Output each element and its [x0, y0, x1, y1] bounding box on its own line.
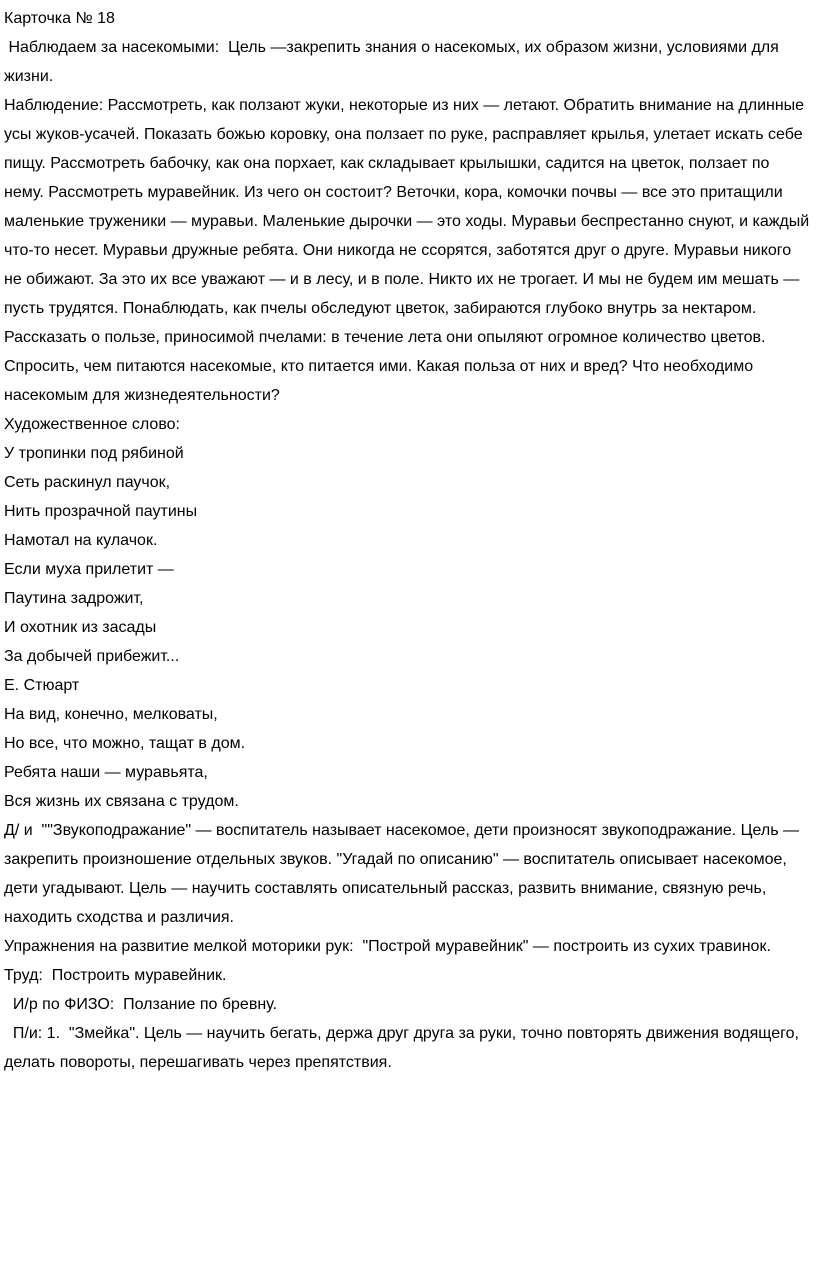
poem2-line: На вид, конечно, мелковаты, [4, 706, 218, 723]
poem1-line: Сеть раскинул паучок, [4, 474, 171, 491]
poem2-line: Но все, что можно, тащат в дом. [4, 735, 246, 752]
poem1-line: Намотал на кулачок. [4, 532, 158, 549]
poem1-line: И охотник из засады [4, 619, 157, 636]
outdoor-game-paragraph: П/и: 1. "Змейка". Цель — научить бегать, держа друг друга за руки, точно повторять движения водящего, делать повороты, перешагивать через препятствия. [4, 1025, 804, 1071]
card-title: Карточка № 18 [4, 10, 115, 27]
fine-motor-paragraph: Упражнения на развитие мелкой моторики рук: "Построй муравейник" — построить из сухих травинок. [4, 938, 771, 955]
poem1-author: Е. Стюарт [4, 677, 80, 694]
poem1-line: У тропинки под рябиной [4, 445, 184, 462]
poem2-line: Вся жизнь их связана с трудом. [4, 793, 239, 810]
poem1-line: Паутина задрожит, [4, 590, 144, 607]
didactic-games-paragraph: Д/ и ""Звукоподражание" — воспитатель называет насекомое, дети произносят звукоподражание. Цель — закрепить произношение отдельных звуков. "Угадай по описанию" — воспитатель описывает насекомое, дети угадывают. Цель — научить составлять описательный рассказ, развить внимание, связную речь, находить сходства и различия. [4, 822, 804, 926]
document-body [4, 4, 812, 1077]
art-word-heading: Художественное слово: [4, 416, 180, 433]
observation-paragraph: Наблюдение: Рассмотреть, как ползают жуки, некоторые из них — летают. Обратить внимание на длинные усы жуков-усачей. Показать божью коровку, она ползает по руке, расправляет крылья, улетает искать себе пищу. Рассмотреть бабочку, как она порхает, как складывает крылышки, садится на цветок, ползает по нему. Рассмотреть муравейник. Из чего он состоит? Веточки, кора, комочки почвы — все это притащили маленькие труженики — муравьи. Маленькие дырочки — это ходы. Муравьи беспрестанно снуют, и каждый что-то несет. Муравьи дружные ребята. Они никогда не ссорятся, заботятся друг о друге. Муравьи никого не обижают. За это их все уважают — и в лесу, и в поле. Никто их не трогает. И мы не будем им мешать — пусть трудятся. Понаблюдать, как пчелы обследуют цветок, забираются глубоко внутрь за нектаром. Рассказать о пользе, приносимой пчелами: в течение лета они опыляют огромное количество цветов. Спросить, чем питаются насекомые, кто питается ими. Какая польза от них и вред? Что необходимо насекомым для жизнедеятельности? [4, 97, 814, 404]
goal-paragraph: Наблюдаем за насекомыми: Цель —закрепить знания о насекомых, их образом жизни, условиями для жизни. [4, 39, 784, 85]
labor-paragraph: Труд: Построить муравейник. [4, 967, 227, 984]
poem1-line: За добычей прибежит... [4, 648, 180, 665]
poem2-line: Ребята наши — муравьята, [4, 764, 208, 781]
poem1-line: Нить прозрачной паутины [4, 503, 198, 520]
physical-game-paragraph: И/р по ФИЗО: Ползание по бревну. [4, 996, 277, 1013]
poem1-line: Если муха прилетит — [4, 561, 174, 578]
